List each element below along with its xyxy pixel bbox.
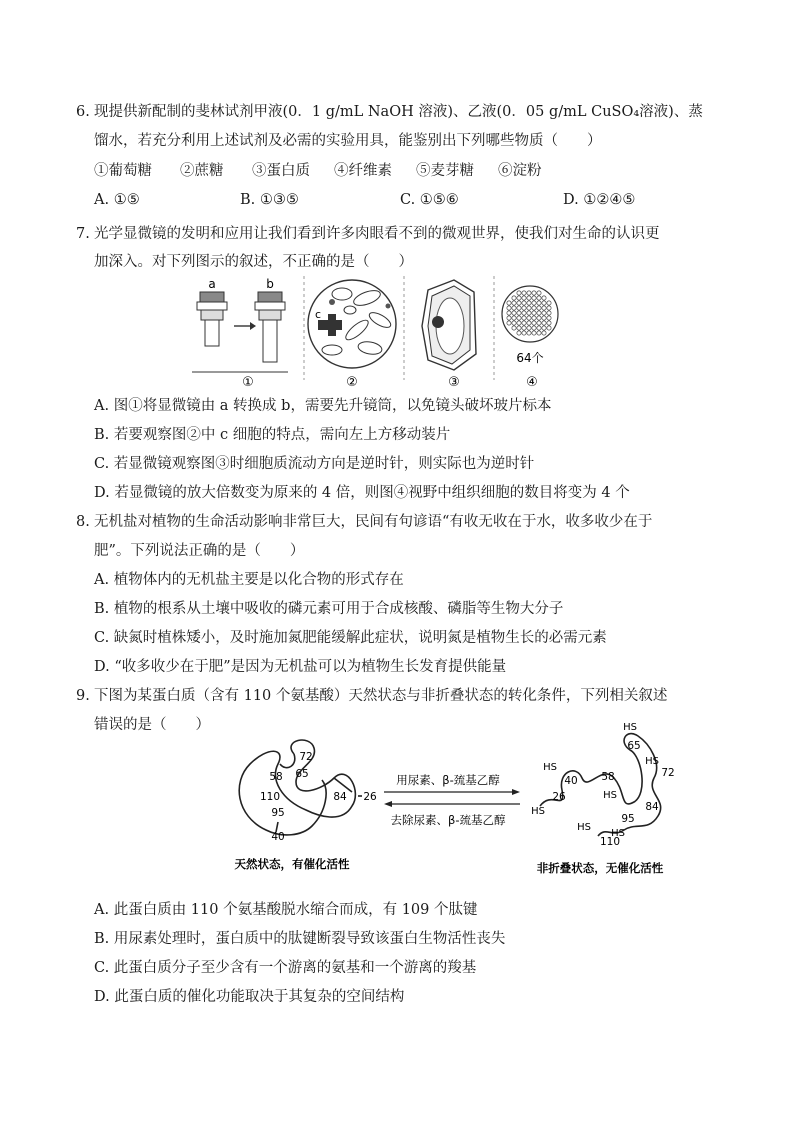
tissue-cell-dot [537,301,541,305]
tissue-cell-dot [532,321,536,325]
q9-native-protein [239,740,355,835]
q9-stem-line1: 下图为某蛋白质（含有 110 个氨基酸）天然状态与非折叠状态的转化条件，下列相关叙述 [94,688,668,704]
tissue-cell-dot [527,301,531,305]
q7-panel-field [308,280,396,390]
tissue-cell-dot [522,321,526,325]
q8-option-b: B. 植物的根系从土壤中吸收的磷元素可用于合成核酸、磷脂等生物大分子 [94,601,564,617]
tissue-cell-dot [512,316,516,320]
q6-item: ②蔗糖 [180,163,224,179]
tissue-cell-dot [517,311,521,315]
tissue-cell-dot [507,321,511,325]
q9-native-num: 65 [295,768,309,780]
tissue-cell-dot [507,316,511,320]
tissue-cell-dot [517,296,521,300]
q7-panel-label-4: ④ [526,375,538,390]
tissue-cell-dot [537,331,541,335]
q9-unfolded-num: 58 [601,771,615,783]
q7-panel-label-2: ② [346,375,358,390]
tissue-cell-dot [527,316,531,320]
tissue-cell-dot [522,331,526,335]
q7-count-label: 64个 [516,351,544,365]
q6-item: ④纤维素 [334,163,392,179]
tissue-cell-dot [522,306,526,310]
tissue-cell-dot [542,301,546,305]
q9-arrow-bottom-label: 去除尿素、β-巯基乙醇 [390,813,506,827]
q9-hs-label: HS [611,828,625,839]
tissue-cell-dot [547,306,551,310]
tissue-cell-dot [517,331,521,335]
q7-panel-cells-64 [502,286,558,390]
q8-option-d: D. “收多收少在于肥”是因为无机盐可以为植物生长发育提供能量 [94,659,507,675]
q6-item: ①葡萄糖 [94,163,152,179]
tissue-cell-dot [532,326,536,330]
tissue-cell-dot [547,311,551,315]
q9-hs-label: HS [543,762,557,773]
tissue-cell-dot [537,291,541,295]
q9-native-num: 95 [271,807,285,819]
tissue-cell-dot [542,321,546,325]
tissue-cell-dot [547,326,551,330]
tissue-cell-dot [532,311,536,315]
q9-right-caption: 非折叠状态，无催化活性 [536,861,664,875]
q7-label-b: b [266,277,274,291]
q9-left-caption: 天然状态，有催化活性 [234,857,350,871]
tissue-cell-dot [522,311,526,315]
tissue-cell-dot [512,311,516,315]
tissue-cell-dot [547,316,551,320]
q9-unfolded-protein [540,734,661,836]
q8-stem-line2: 肥”。下列说法正确的是（ ） [94,543,305,559]
tissue-cell-dot [527,306,531,310]
tissue-cell-dot [542,326,546,330]
q9-hs-label: HS [645,756,659,767]
q7-label-c: c [314,308,322,321]
tissue-cell-dot [522,301,526,305]
q9-native-num: 72 [299,751,313,763]
q6-item: ⑥淀粉 [498,163,542,179]
tissue-cell-dot [522,326,526,330]
q9-hs-label: HS [531,806,545,817]
q7-panel-label-3: ③ [448,375,460,390]
q8-number: 8. [76,514,90,530]
q7-panel-objectives [192,277,288,390]
tissue-cell-dot [517,316,521,320]
tissue-cell-dot [527,321,531,325]
q9-hs-label: HS [603,790,617,801]
tissue-cell-dot [547,301,551,305]
tissue-cell-dot [532,331,536,335]
tissue-cell-dot [512,306,516,310]
q9-arrow-top-label: 用尿素、β-巯基乙醇 [396,773,500,787]
tissue-cell-dot [532,306,536,310]
q9-hs-label: HS [577,822,591,833]
tissue-cell-dot [542,296,546,300]
tissue-cell-dot [532,316,536,320]
tissue-cell-dot [527,291,531,295]
tissue-cell-dot [517,291,521,295]
q7-microscope-figure [192,276,562,390]
q9-unfolded-num: 72 [661,767,675,779]
q9-stem-line2: 错误的是（ ） [94,717,210,733]
q8-option-a: A. 植物体内的无机盐主要是以化合物的形式存在 [94,572,404,588]
q9-native-num: 40 [271,831,285,843]
q6-option-b: B. ①③⑤ [240,192,299,208]
q6-stem-line1: 现提供新配制的斐林试剂甲液(0．1 g/mL NaOH 溶液)、乙液(0．05 g/mL CuSO₄溶液)、蒸 [94,104,703,120]
q9-native-num: 110 [259,791,281,803]
q9-protein-figure [222,720,682,880]
q6-item: ③蛋白质 [252,163,310,179]
q9-unfolded-num: 40 [564,775,578,787]
tissue-cell-dot [507,301,511,305]
q9-hs-label: HS [623,722,637,733]
tissue-cell-dot [522,296,526,300]
q7-option-d: D. 若显微镜的放大倍数变为原来的 4 倍，则图④视野中组织细胞的数目将变为 4 个 [94,485,630,501]
q7-label-a: a [208,277,216,291]
q9-native-num: 84 [333,791,347,803]
q7-option-a: A. 图①将显微镜由 a 转换成 b，需要先升镜筒，以免镜头破坏玻片标本 [94,398,552,414]
tissue-cell-dot [512,301,516,305]
q9-number: 9. [76,688,90,704]
q8-option-c: C. 缺氮时植株矮小，及时施加氮肥能缓解此症状，说明氮是植物生长的必需元素 [94,630,607,646]
q7-panel-label-1: ① [242,375,254,390]
q7-option-b: B. 若要观察图②中 c 细胞的特点，需向左上方移动装片 [94,427,451,443]
tissue-cell-dot [537,321,541,325]
tissue-cell-dot [517,306,521,310]
q7-stem-line1: 光学显微镜的发明和应用让我们看到许多肉眼看不到的微观世界，使我们对生命的认识更 [94,226,660,242]
tissue-cell-dot [542,306,546,310]
tissue-cell-dot [542,316,546,320]
q6-option-a: A. ①⑤ [94,192,140,208]
q7-number: 7. [76,226,90,242]
tissue-cell-dot [507,311,511,315]
tissue-cell-dot [512,321,516,325]
q9-option-c: C. 此蛋白质分子至少含有一个游离的氨基和一个游离的羧基 [94,960,477,976]
tissue-cell-dot [512,326,516,330]
q8-stem-line1: 无机盐对植物的生命活动影响非常巨大，民间有句谚语“有收无收在于水，收多收少在于 [94,514,653,530]
q6-number: 6. [76,104,90,120]
q9-option-b: B. 用尿素处理时，蛋白质中的肽键断裂导致该蛋白生物活性丧失 [94,931,506,947]
tissue-cell-dot [537,326,541,330]
q9-option-d: D. 此蛋白质的催化功能取决于其复杂的空间结构 [94,989,405,1005]
tissue-cell-dot [532,291,536,295]
q7-stem-line2: 加深入。对下列图示的叙述，不正确的是（ ） [94,254,413,270]
q6-option-d: D. ①②④⑤ [563,192,636,208]
tissue-cell-dot [522,291,526,295]
tissue-cell-dot [537,306,541,310]
q6-option-c: C. ①⑤⑥ [400,192,459,208]
q7-panel-plant-cell [422,280,476,390]
tissue-cell-dot [532,296,536,300]
q9-unfolded-num: 26 [552,791,566,803]
tissue-cell-dot [517,321,521,325]
tissue-cell-dot [527,296,531,300]
q6-item: ⑤麦芽糖 [416,163,474,179]
tissue-cell-dot [537,311,541,315]
q7-option-c: C. 若显微镜观察图③时细胞质流动方向是逆时针，则实际也为逆时针 [94,456,535,472]
tissue-cell-dot [542,311,546,315]
tissue-cell-dot [522,316,526,320]
tissue-cell-dot [512,296,516,300]
tissue-cell-dot [542,331,546,335]
q9-native-num: 26 [363,791,377,803]
q9-unfolded-num: 110 [599,836,621,848]
tissue-cell-dot [537,296,541,300]
q6-stem-line2: 馏水，若充分利用上述试剂及必需的实验用具，能鉴别出下列哪些物质（ ） [94,133,602,149]
tissue-cell-dot [527,331,531,335]
q9-unfolded-num: 65 [627,740,641,752]
tissue-cell-dot [517,326,521,330]
tissue-cell-dot [507,306,511,310]
tissue-cell-dot [547,321,551,325]
tissue-cell-dot [527,311,531,315]
q9-unfolded-num: 95 [621,813,635,825]
tissue-cell-dot [537,316,541,320]
tissue-cell-dot [527,326,531,330]
tissue-cell-dot [532,301,536,305]
q9-conversion-arrows [384,773,520,827]
q9-unfolded-num: 84 [645,801,659,813]
tissue-cell-dot [517,301,521,305]
q9-native-num: 58 [269,771,283,783]
q9-option-a: A. 此蛋白质由 110 个氨基酸脱水缩合而成，有 109 个肽键 [94,902,478,918]
